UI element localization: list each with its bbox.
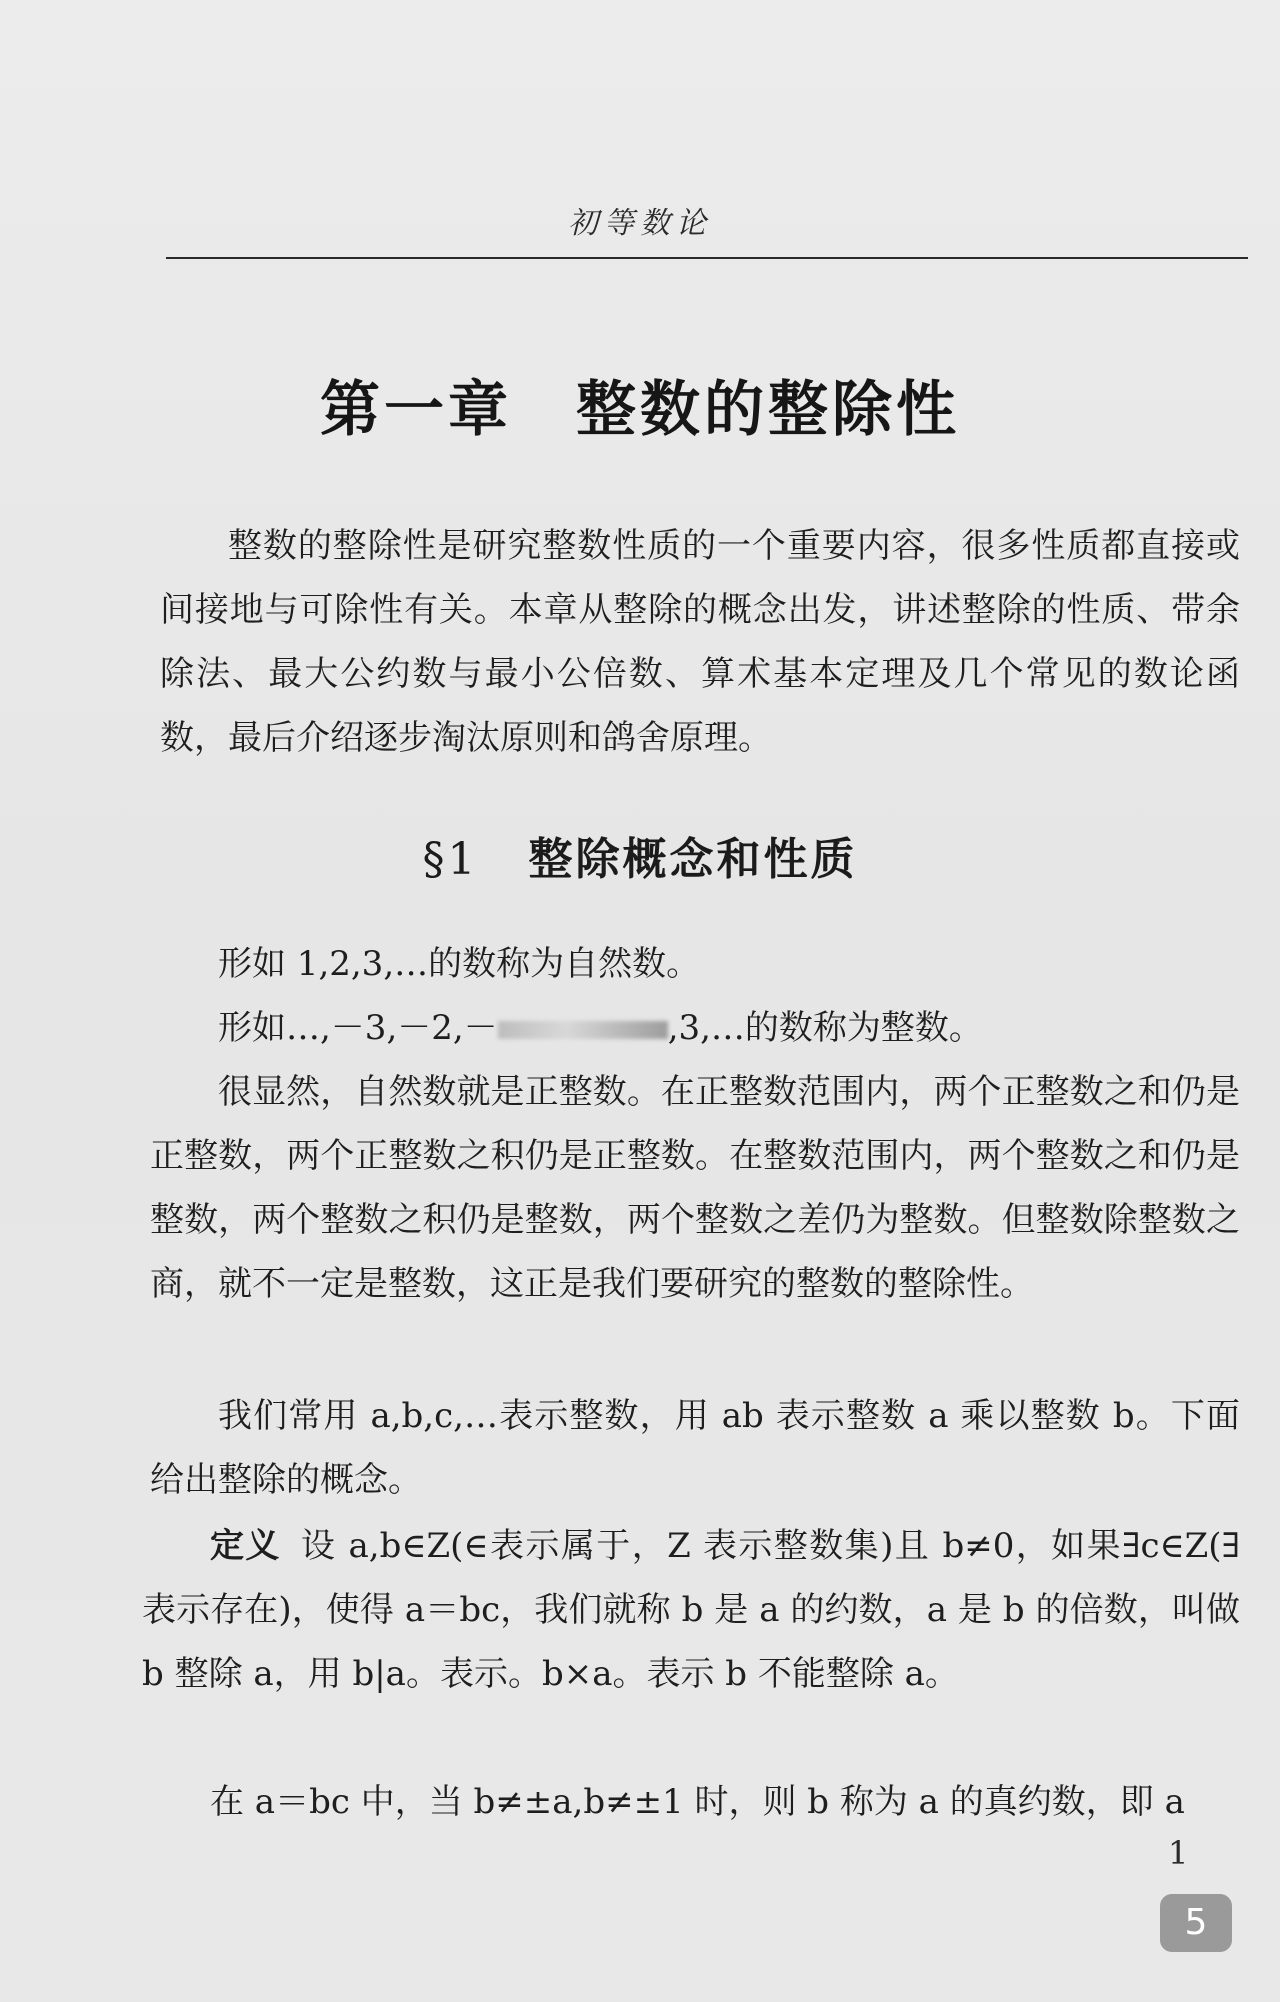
- header-rule: [166, 257, 1248, 259]
- section-number: §1: [422, 834, 479, 885]
- paragraph-natural-numbers: 形如 1,2,3,…的数称为自然数。: [218, 944, 701, 984]
- integers-text-start: 形如…,－3,－2,－: [218, 1008, 498, 1048]
- page-badge[interactable]: 5: [1160, 1894, 1232, 1952]
- page-number: 1: [1168, 1834, 1189, 1872]
- definition-label: 定义: [210, 1526, 281, 1566]
- paragraph-integers: [150, 996, 1240, 1060]
- running-head: 初等数论: [568, 206, 712, 241]
- section-title: 整除概念和性质: [528, 834, 858, 885]
- paragraph-proper-divisor: 在 a＝bc 中，当 b≠±a,b≠±1 时，则 b 称为 a 的真约数，即 a: [210, 1782, 1185, 1822]
- paragraph-closure: 很显然，自然数就是正整数。在正整数范围内，两个正整数之和仍是正整数，两个正整数之积仍是正整数。在整数范围内，两个整数之和仍是整数，两个整数之积仍是整数，两个整数之差仍为整数。但整数除整数之商，就不一定是整数，这正是我们要研究的整数的整除性。: [150, 1072, 1240, 1304]
- intro-paragraph: 整数的整除性是研究整数性质的一个重要内容，很多性质都直接或间接地与可除性有关。本章从整除的概念出发，讲述整除的性质、带余除法、最大公约数与最小公倍数、算术基本定理及几个常见的数论函数，最后介绍逐步淘汰原则和鸽舍原理。: [160, 526, 1240, 758]
- redacted-mark: [498, 1021, 668, 1039]
- definition-paragraph: [142, 1514, 1240, 1706]
- integers-text-end: ,3,…的数称为整数。: [667, 1008, 983, 1048]
- section-heading: [0, 823, 1280, 887]
- definition-text: 设 a,b∈Z(∈表示属于，Z 表示整数集)且 b≠0，如果∃c∈Z(∃表示存在)，使得 a＝bc，我们就称 b 是 a 的约数，a 是 b 的倍数，叫做 b 整除 a，用 b|a。表示。b×a。表示 b 不能整除 a。: [142, 1526, 1241, 1694]
- paragraph-notation: 我们常用 a,b,c,…表示整数，用 ab 表示整数 a 乘以整数 b。下面给出整除的概念。: [150, 1396, 1240, 1500]
- chapter-title: 第一章 整数的整除性: [320, 375, 960, 445]
